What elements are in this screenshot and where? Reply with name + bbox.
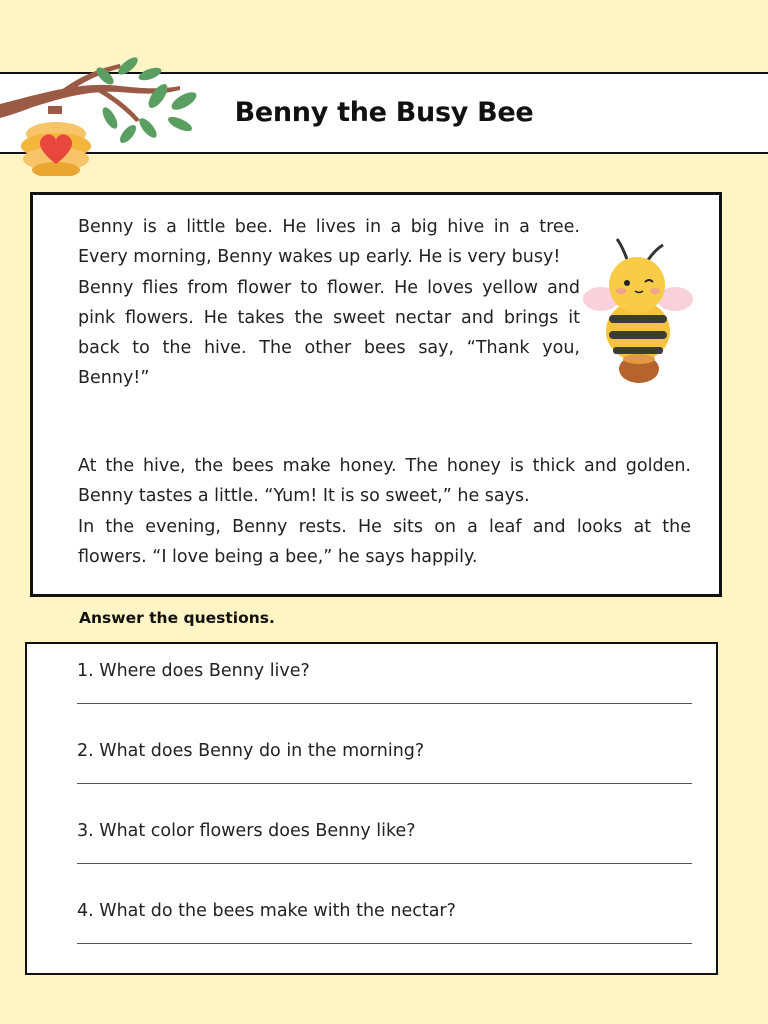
bee-illustration [581, 227, 697, 387]
questions-box [25, 642, 718, 975]
story-paragraph-4: In the evening, Benny rests. He sits on a leaf and looks at the flowers. “I love being a bee,” he says happily. [78, 516, 691, 567]
story-paragraph-group-2 [78, 451, 691, 572]
instruction-heading: Answer the questions. [79, 609, 275, 627]
story-paragraph-1: Benny is a little bee. He lives in a big hive in a tree. Every morning, Benny wakes up early. He is very busy! [78, 217, 580, 268]
question-item-1 [77, 659, 695, 704]
question-item-2 [77, 739, 695, 784]
page-title: Benny the Busy Bee [234, 97, 534, 128]
question-1-text: 1. Where does Benny live? [77, 661, 310, 681]
bee-icon [583, 239, 693, 361]
question-item-4 [77, 899, 695, 944]
story-paragraph-2: Benny flies from flower to flower. He loves yellow and pink flowers. He takes the sweet nectar and brings it back to the hive. The other bees say, “Thank you, Benny!” [78, 277, 580, 389]
question-3-text: 3. What color flowers does Benny like? [77, 821, 416, 841]
answer-line-3[interactable] [77, 863, 692, 864]
question-2-text: 2. What does Benny do in the morning? [77, 741, 425, 761]
branch-hive-illustration [0, 46, 210, 176]
answer-line-1[interactable] [77, 703, 692, 704]
answer-line-2[interactable] [77, 783, 692, 784]
honey-pot-icon [619, 354, 659, 383]
story-paragraph-3: At the hive, the bees make honey. The honey is thick and golden. Benny tastes a little. “Yum! It is so sweet,” he says. [78, 456, 691, 507]
answer-line-4[interactable] [77, 943, 692, 944]
question-4-text: 4. What do the bees make with the nectar? [77, 901, 456, 921]
question-item-3 [77, 819, 695, 864]
story-box [30, 192, 722, 597]
story-paragraph-group-1 [78, 212, 580, 394]
